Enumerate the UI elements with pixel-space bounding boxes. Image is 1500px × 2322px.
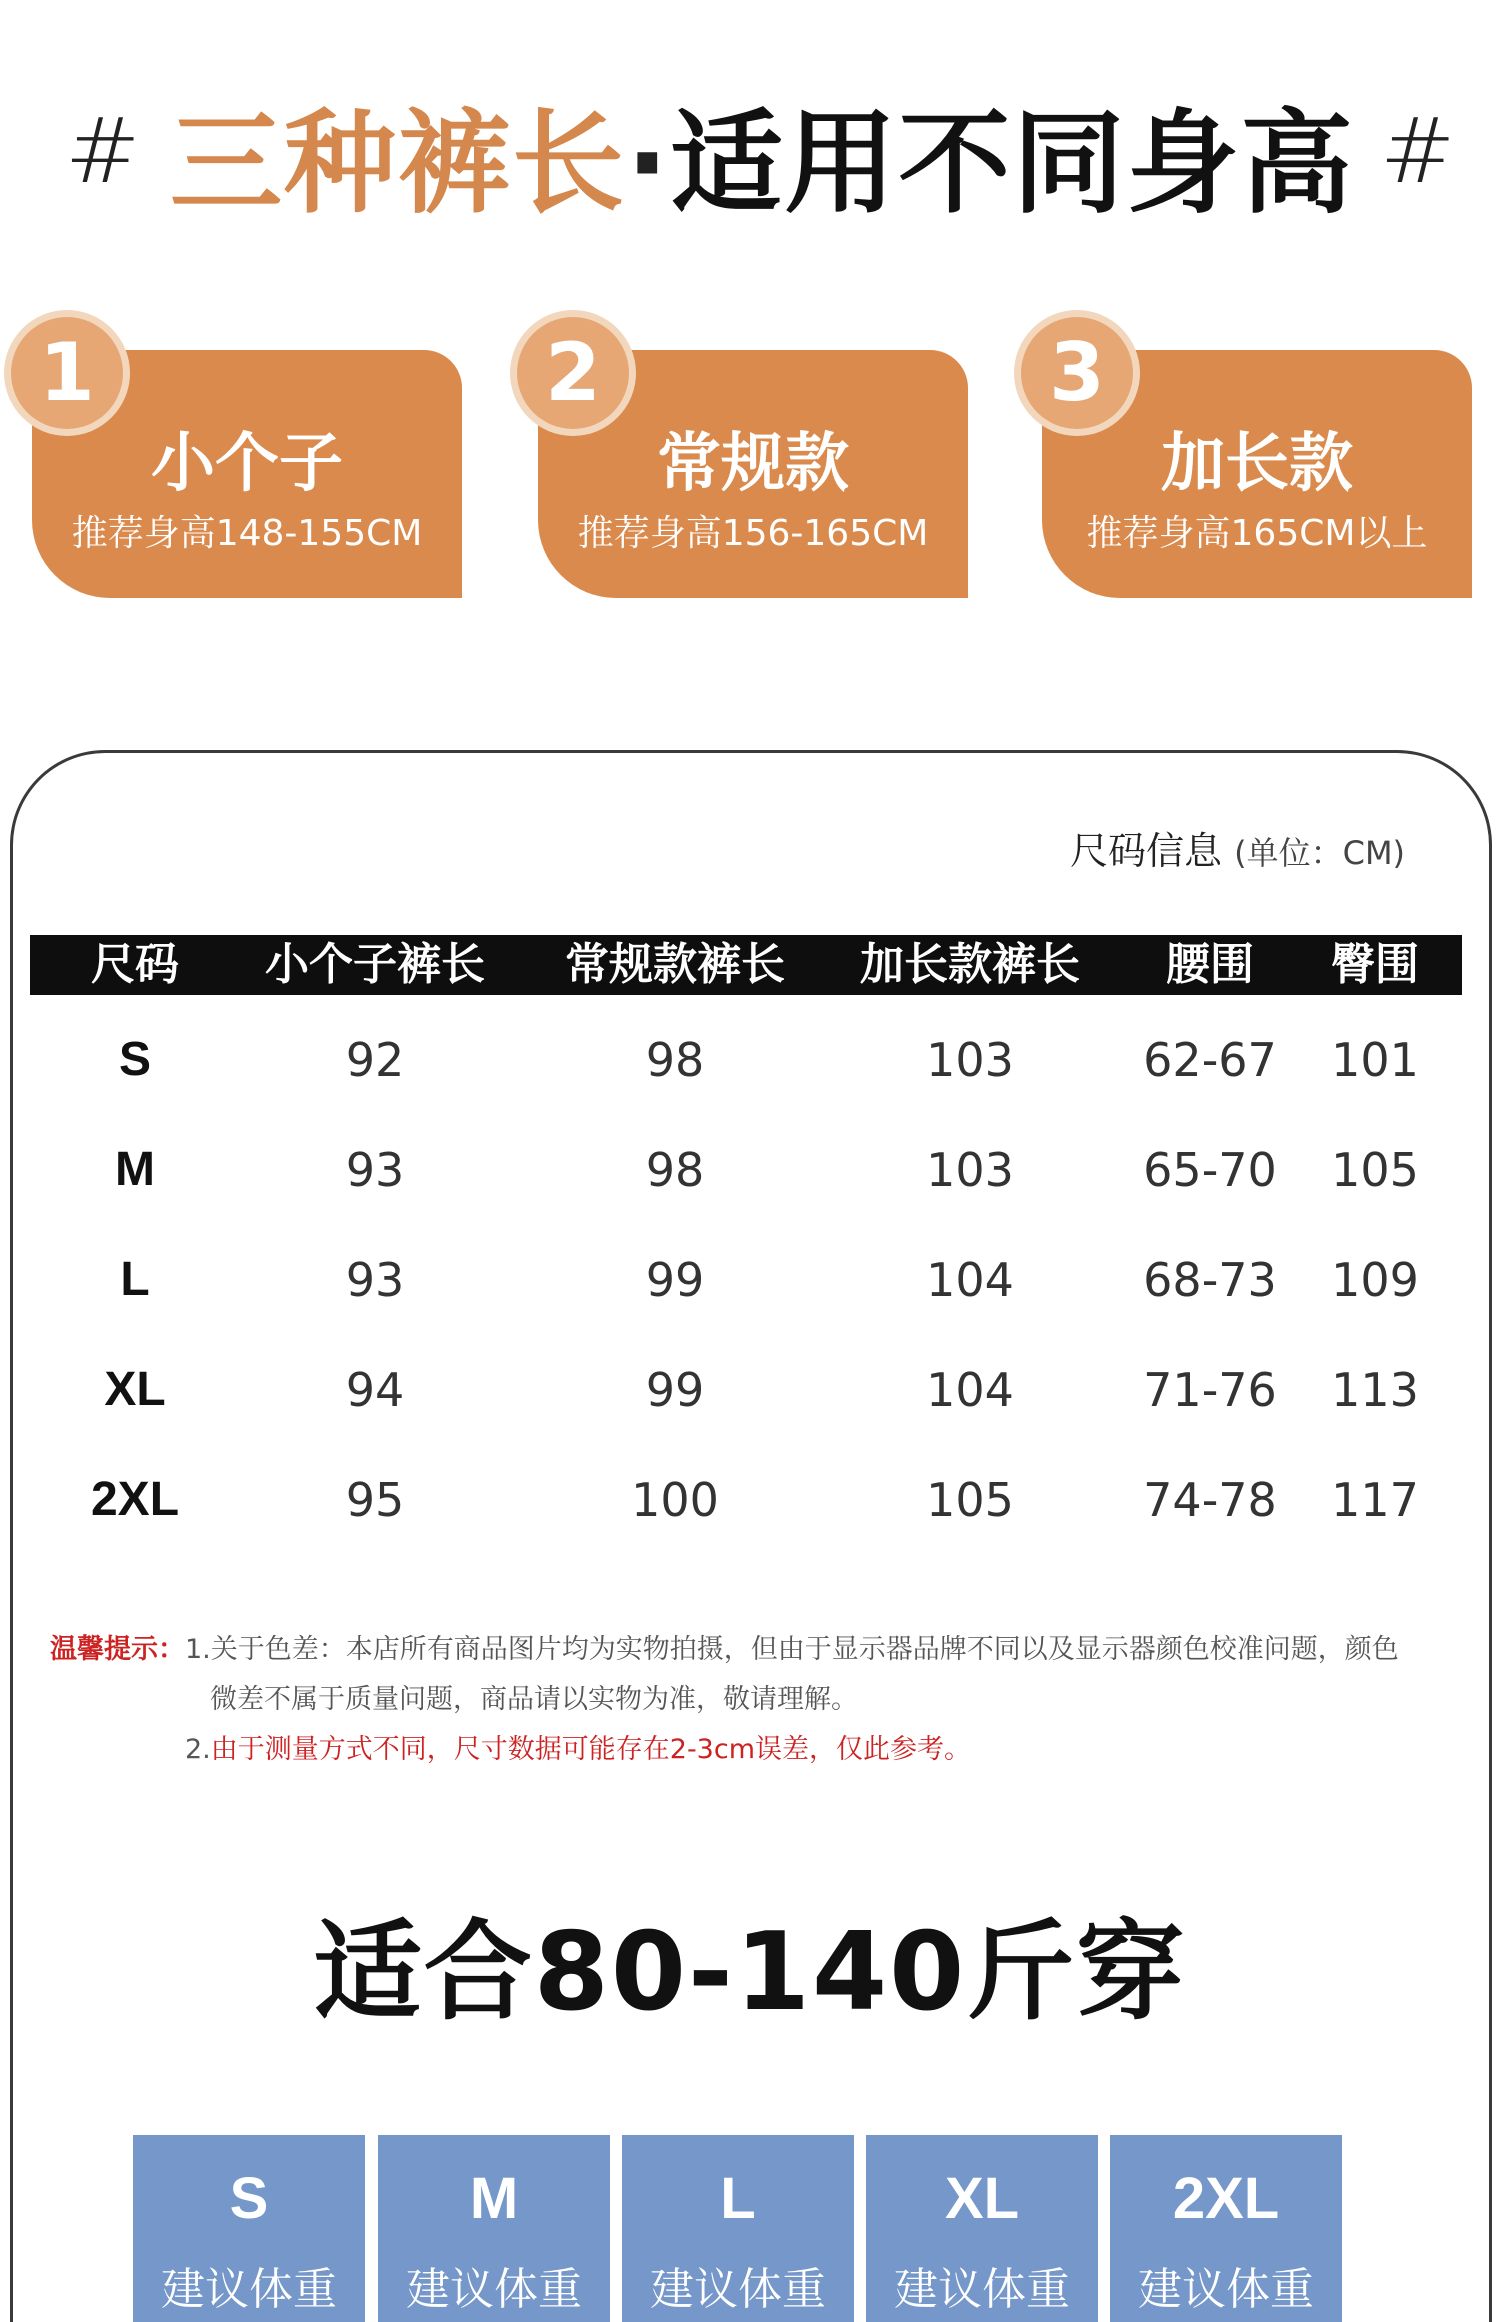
length-card-title: 小个子: [151, 427, 343, 501]
cell-petite-length: 94: [345, 1363, 405, 1417]
cell-hip: 101: [1331, 1033, 1419, 1087]
tip-2: [50, 1725, 1470, 1775]
cell-regular-length: 98: [645, 1033, 705, 1087]
cell-regular-length: 98: [645, 1143, 705, 1197]
cell-petite-length: 93: [345, 1143, 405, 1197]
length-card-height: 推荐身高156-165CM: [577, 513, 929, 554]
table-row: [30, 1225, 1462, 1335]
header-petite-length: 小个子裤长: [265, 939, 485, 990]
size-info-title: 尺码信息: [1070, 829, 1223, 873]
size-info-heading: [1070, 820, 1405, 875]
header-long-length: 加长款裤长: [860, 939, 1080, 990]
weight-cell-label: 建议体重: [406, 2264, 582, 2315]
cell-petite-length: 93: [345, 1253, 405, 1307]
hash-left-icon: #: [65, 99, 141, 204]
weight-cell-xl: [866, 2135, 1098, 2322]
cell-long-length: 104: [926, 1253, 1014, 1307]
weight-cell-l: [622, 2135, 854, 2322]
weight-cell-size: L: [720, 2166, 756, 2231]
weight-cell-m: [378, 2135, 610, 2322]
cell-waist: 74-78: [1143, 1473, 1277, 1527]
badge-number: 2: [517, 317, 629, 429]
headline-accent: 三种裤长: [170, 99, 626, 229]
hash-right-icon: #: [1380, 99, 1456, 204]
cell-size: 2XL: [90, 1473, 180, 1526]
table-row: [30, 1445, 1462, 1555]
size-table: [30, 935, 1462, 1555]
cell-hip: 113: [1331, 1363, 1419, 1417]
tip-2-prefix: 2.: [185, 1734, 211, 1765]
cell-size: XL: [104, 1363, 166, 1416]
tip-1-line-1: [50, 1625, 1470, 1675]
table-row: [30, 1115, 1462, 1225]
headline-rest: 适用不同身高: [670, 99, 1355, 229]
cell-waist: 62-67: [1143, 1033, 1277, 1087]
badge-number: 1: [11, 317, 123, 429]
weight-cell-label: 建议体重: [894, 2264, 1070, 2315]
cell-hip: 117: [1331, 1473, 1419, 1527]
number-badge-1: [4, 310, 130, 436]
cell-size: M: [115, 1143, 155, 1196]
weight-cell-label: 建议体重: [650, 2264, 826, 2315]
header-hip: 臀围: [1331, 939, 1419, 990]
cell-size: L: [120, 1253, 150, 1306]
size-info-unit: (单位：CM): [1234, 834, 1406, 872]
tip-1-text: 1.关于色差：本店所有商品图片均为实物拍摄，但由于显示器品牌不同以及显示器颜色校准问题，颜色: [185, 1634, 1399, 1665]
weight-cell-s: [133, 2135, 365, 2322]
length-card-title: 常规款: [657, 427, 849, 501]
cell-long-length: 105: [926, 1473, 1014, 1527]
length-card-title: 加长款: [1161, 427, 1353, 501]
weight-cell-label: 建议体重: [161, 2264, 337, 2315]
weight-cell-size: S: [229, 2166, 269, 2231]
cell-petite-length: 92: [345, 1033, 405, 1087]
headline: [0, 95, 1500, 245]
weight-range-title: 适合80-140斤穿: [313, 1910, 1187, 2035]
tips-label: 温馨提示：: [50, 1634, 185, 1665]
headline-text: [170, 99, 1355, 229]
weight-cell-2xl: [1110, 2135, 1342, 2322]
badge-number: 3: [1021, 317, 1133, 429]
cell-waist: 71-76: [1143, 1363, 1277, 1417]
cell-hip: 109: [1331, 1253, 1419, 1307]
header-regular-length: 常规款裤长: [565, 939, 785, 990]
headline-dot: ·: [626, 99, 671, 229]
header-size: 尺码: [91, 939, 179, 990]
number-badge-2: [510, 310, 636, 436]
cell-long-length: 103: [926, 1033, 1014, 1087]
tips: [50, 1625, 1470, 1775]
cell-long-length: 104: [926, 1363, 1014, 1417]
cell-petite-length: 95: [345, 1473, 405, 1527]
table-row: [30, 1005, 1462, 1115]
weight-cell-size: XL: [944, 2166, 1020, 2231]
cell-size: S: [118, 1033, 151, 1086]
table-header: [30, 935, 1462, 995]
cell-regular-length: 100: [631, 1473, 719, 1527]
weight-cell-size: 2XL: [1172, 2166, 1280, 2231]
cell-hip: 105: [1331, 1143, 1419, 1197]
table-row: [30, 1335, 1462, 1445]
header-waist: 腰围: [1166, 939, 1254, 990]
cell-long-length: 103: [926, 1143, 1014, 1197]
tip-2-text: 由于测量方式不同，尺寸数据可能存在2-3cm误差，仅此参考。: [210, 1734, 972, 1765]
cell-waist: 68-73: [1143, 1253, 1277, 1307]
length-card-height: 推荐身高148-155CM: [71, 513, 423, 554]
cell-regular-length: 99: [645, 1253, 705, 1307]
tip-1-line-2: 微差不属于质量问题，商品请以实物为准，敬请理解。: [210, 1684, 858, 1715]
cell-waist: 65-70: [1143, 1143, 1277, 1197]
number-badge-3: [1014, 310, 1140, 436]
cell-regular-length: 99: [645, 1363, 705, 1417]
weight-cell-size: M: [469, 2166, 519, 2231]
weight-cell-label: 建议体重: [1138, 2264, 1314, 2315]
length-card-height: 推荐身高165CM以上: [1086, 513, 1428, 554]
